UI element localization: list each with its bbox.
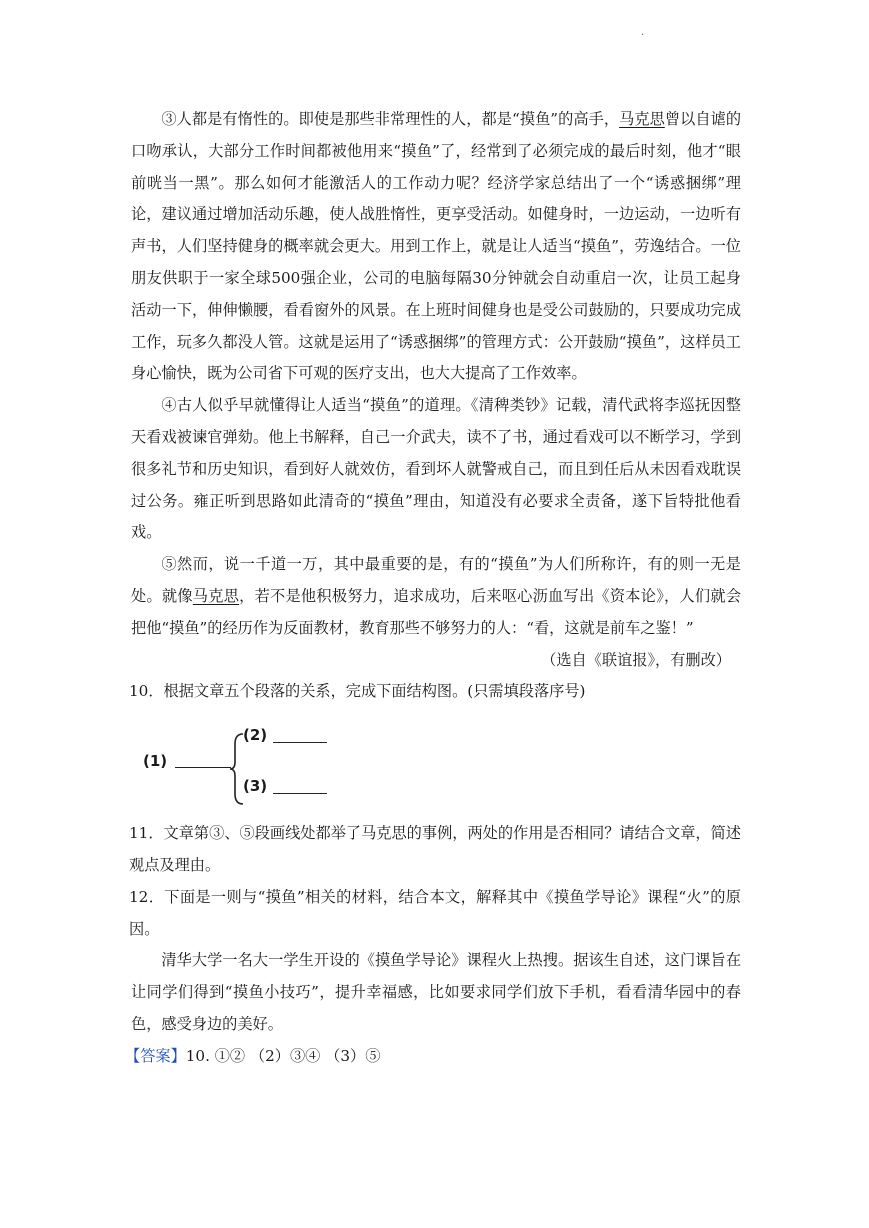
underlined-marx-1: 马克思 [619,110,665,128]
document-body [125,104,742,1073]
diagram-blank-3[interactable] [273,793,327,794]
source-note: （选自《联谊报》，有删改） [541,650,731,669]
paragraph-5-text-c: ，若不是他积极努力，追求成功，后来呕心沥血写出《资本论》，人们就会把他“摸鱼”的经历作为反面教材，教育那些不够努力的人：“看，这就是前车之鉴！” [131,586,742,637]
material-paragraph: 清华大学一名大一学生开设的《摸鱼学导论》课程火上热搜。据该生自述，这门课旨在让同学们得到“摸鱼小技巧”，提升幸福感，比如要求同学们放下手机，看看清华园中的春色，感受身边的美好。 [131,951,741,1033]
paragraph-3 [131,104,741,390]
diagram-label-1: (1) [143,752,168,771]
diagram-blank-1[interactable] [175,767,231,768]
underlined-marx-2: 马克思 [192,586,240,605]
paragraph-3-text-c: 曾以自谑的口吻承认，大部分工作时间都被他用来“摸鱼”了，经常到了必须完成的最后时刻，他才“眼前咣当一黑”。那么如何才能激活人的工作动力呢？经济学家总结出了一个“诱惑捆绑”理论，建议通过增加活动乐趣，使人战胜惰性，更享受活动。如健身时，一边运动，一边听有声书，人们坚持健身的概率就会更大。用到工作上，就是让人适当“摸鱼”，劳逸结合。一位朋友供职于一家全球500强企业，公司的电脑每隔30分钟就会自动重启一次，让员工起身活动一下，伸伸懒腰，看看窗外的风景。在上班时间健身也是受公司鼓励的，只要成功完成工作，玩多久都没人管。这就是运用了“诱惑捆绑”的管理方式：公开鼓励“摸鱼”，这样员工身心愉快，既为公司省下可观的医疗支出，也大大提高了工作效率。 [131,110,742,383]
question-11: 11．文章第③、⑤段画线处都举了马克思的事例，两处的作用是否相同？请结合文章，简述观点及理由。 [129,824,741,874]
structure-diagram [131,712,741,812]
question-10: 10．根据文章五个段落的关系，完成下面结构图。(只需填段落序号) [129,682,586,701]
paragraph-5-text-a: ⑤然而，说一千道一万，其中最重要的是，有的“摸鱼”为人们所称许，有的则一无是处。就像 [131,555,741,605]
diagram-label-3: (3) [243,777,268,796]
paragraph-4: ④古人似乎早就懂得让人适当“摸鱼”的道理。《清稗类钞》记载，清代武将李巡抚因整天看戏被谏官弹劾。他上书解释，自己一介武夫，读不了书，通过看戏可以不断学习，学到很多礼节和历史知识，看到好人就效仿，看到坏人就警戒自己，而且到任后从未因看戏耽误过公务。雍正听到思路如此清奇的“摸鱼”理由，知道没有必要求全责备，遂下旨特批他看戏。 [131,396,741,542]
question-12: 12．下面是一则与“摸鱼”相关的材料，结合本文，解释其中《摸鱼学导论》课程“火”的原因。 [129,887,741,938]
paragraph-5 [131,549,741,644]
diagram-label-2: (2) [243,726,268,745]
answer-tag: 【答案】 [125,1046,186,1065]
diagram-blank-2[interactable] [273,742,327,743]
paragraph-3-text-a: ③人都是有惰性的。即使是那些非常理性的人，都是“摸鱼”的高手， [161,110,620,128]
header-mark: · [641,30,645,41]
answer-text: 10. ①② （2）③④ （3）⑤ [185,1046,381,1065]
answer-line [125,1041,741,1073]
